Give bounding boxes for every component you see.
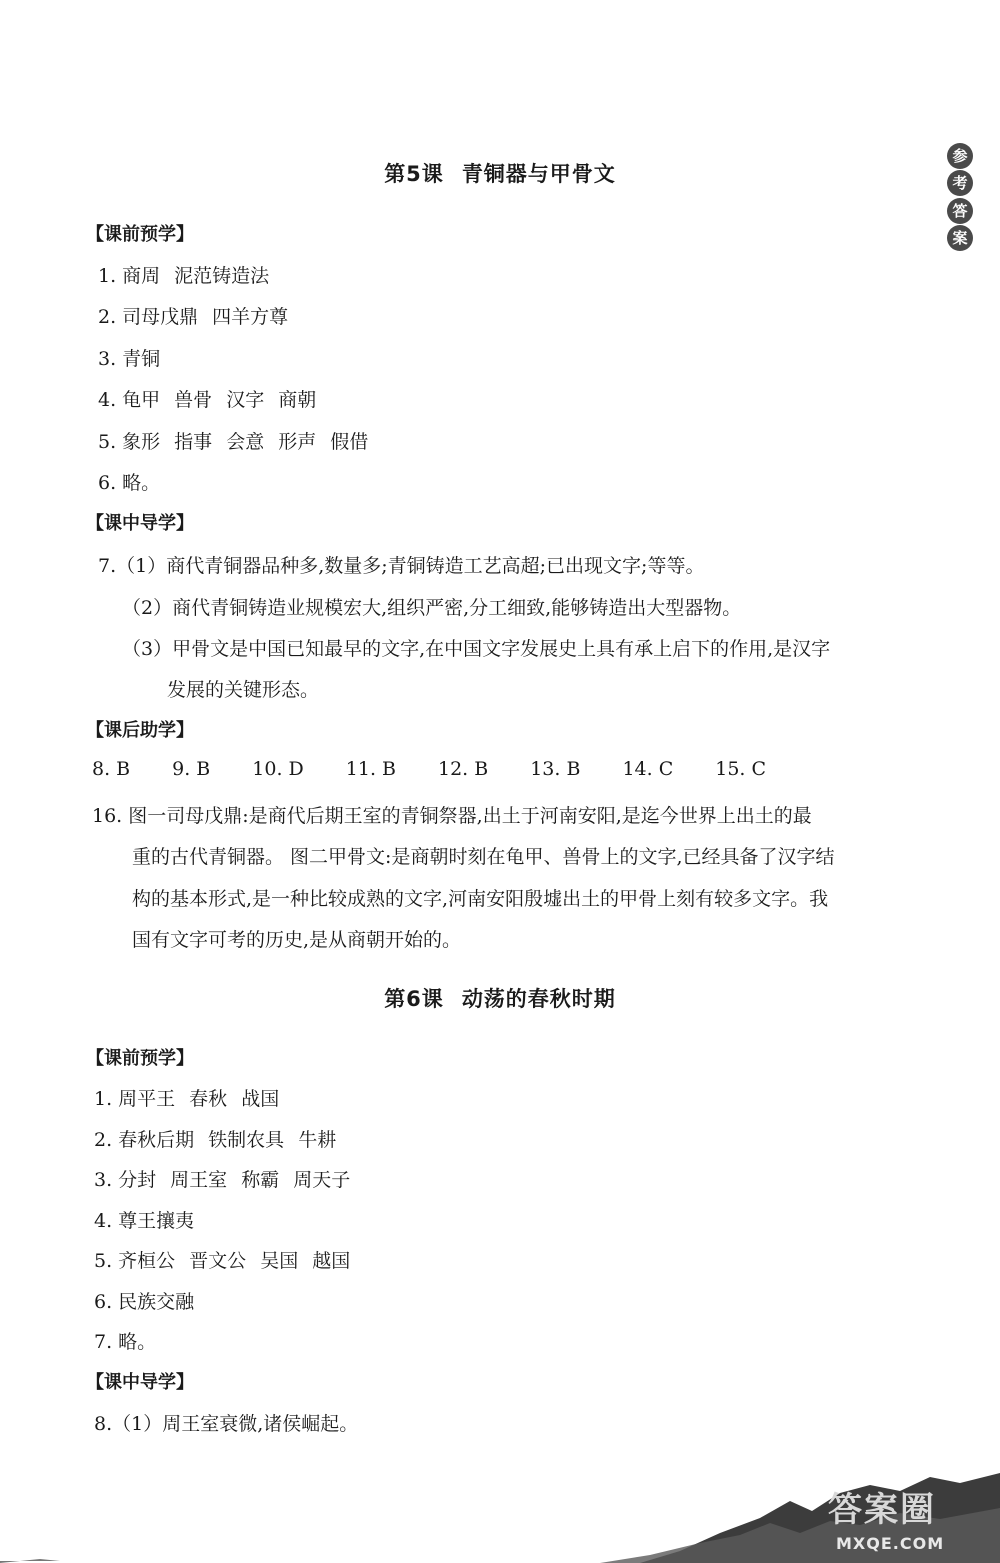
lesson5-number: 第5课 [384,162,444,186]
lesson6-answer-1: 1. 周平王 春秋 战国 [94,1088,280,1110]
lesson6-answer-5: 5. 齐桓公 晋文公 吴国 越国 [94,1250,351,1272]
lesson5-answer-16: 16. 图一司母戊鼎:是商代后期王室的青铜祭器,出土于河南安阳,是迄今世界上出土的最 [92,805,812,827]
lesson6-answer-7: 7. 略。 [94,1331,157,1353]
lesson6-answer-6: 6. 民族交融 [94,1291,195,1313]
lesson6-answer-4: 4. 尊王攘夷 [94,1210,195,1232]
lesson5-answer-16-cont: 国有文字可考的历史,是从商朝开始的。 [132,929,462,951]
lesson5-answer-6: 6. 略。 [98,472,161,494]
lesson5-answer-3: 3. 青铜 [98,348,161,370]
lesson5-answer-16-cont: 构的基本形式,是一种比较成熟的文字,河南安阳殷墟出土的甲骨上刻有较多文字。我 [132,888,829,910]
lesson5-name: 青铜器与甲骨文 [461,162,616,186]
lesson5-mc-answers: 8. B 9. B 10. D 11. B 12. B 13. B 14. C 15. C [92,758,767,780]
lesson6-answer-2: 2. 春秋后期 铁制农具 牛耕 [94,1129,337,1151]
lesson5-answer-5: 5. 象形 指事 会意 形声 假借 [98,431,369,453]
lesson5-section-pre: 【课前预学】 [86,224,194,245]
lesson6-title [0,983,1000,1013]
side-tab-char: 案 [947,225,973,251]
lesson5-answer-7-2: （2）商代青铜铸造业规模宏大,组织严密,分工细致,能够铸造出大型器物。 [122,597,742,619]
side-tab-char: 考 [947,170,973,196]
lesson6-answer-3: 3. 分封 周王室 称霸 周天子 [94,1169,351,1191]
lesson6-number: 第6课 [384,987,444,1011]
lesson5-answer-1: 1. 商周 泥范铸造法 [98,265,270,287]
lesson6-section-pre: 【课前预学】 [86,1048,194,1069]
lesson5-answer-16-cont: 重的古代青铜器。 图二甲骨文:是商朝时刻在龟甲、兽骨上的文字,已经具备了汉字结 [132,846,835,868]
lesson5-answer-4: 4. 龟甲 兽骨 汉字 商朝 [98,389,317,411]
lesson5-section-post: 【课后助学】 [86,720,194,741]
lesson5-answer-7-1: 7.（1）商代青铜器品种多,数量多;青铜铸造工艺高超;已出现文字;等等。 [98,555,705,577]
lesson5-answer-2: 2. 司母戊鼎 四羊方尊 [98,306,289,328]
side-tab-char: 答 [947,198,973,224]
lesson5-answer-7-3-cont: 发展的关键形态。 [167,679,320,701]
lesson6-answer-8-1: 8.（1）周王室衰微,诸侯崛起。 [94,1413,359,1435]
lesson5-title [0,158,1000,188]
lesson5-section-in: 【课中导学】 [86,513,194,534]
lesson6-section-in: 【课中导学】 [86,1372,194,1393]
watermark-logo: 答案圈 [828,1490,936,1530]
lesson6-name: 动荡的春秋时期 [461,987,616,1011]
lesson5-answer-7-3: （3）甲骨文是中国已知最早的文字,在中国文字发展史上具有承上启下的作用,是汉字 [122,638,831,660]
side-tab-char: 参 [947,143,973,169]
watermark-url: MXQE.COM [836,1534,945,1553]
